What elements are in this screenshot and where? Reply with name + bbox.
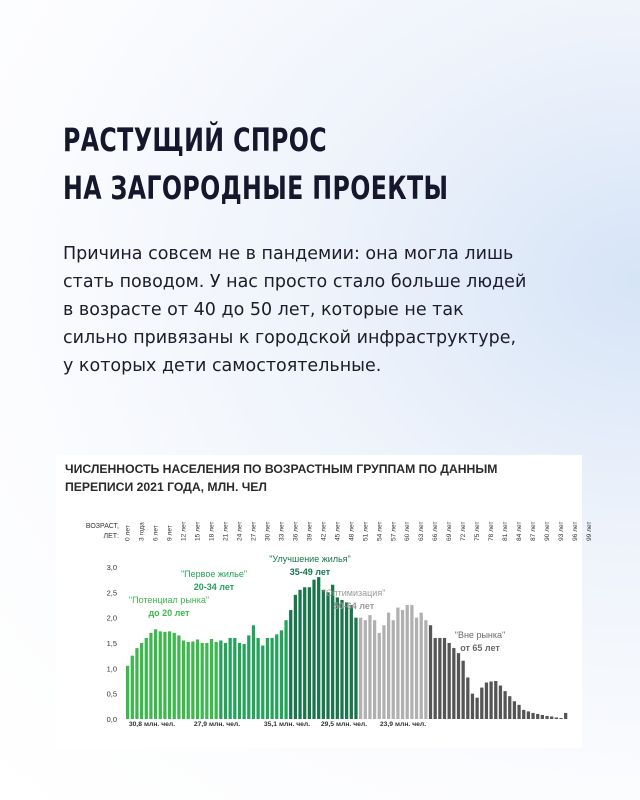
x-tick-label: 3 года	[138, 522, 146, 541]
bar	[261, 646, 264, 719]
bar	[466, 677, 469, 719]
bar	[406, 605, 409, 719]
bar	[462, 661, 465, 719]
x-tick-label: 12 лет	[180, 521, 188, 541]
bar	[196, 639, 199, 719]
bar	[275, 634, 278, 719]
bar	[298, 590, 301, 719]
body-line-2: стать поводом. У нас просто стало больше людей	[63, 272, 527, 292]
y-tick-label: 1,0	[106, 664, 117, 674]
bar	[159, 631, 162, 719]
x-tick-label: 96 лет	[571, 521, 579, 541]
x-tick-label: 81 лет	[502, 521, 510, 541]
y-tick-label: 1,5	[106, 639, 117, 648]
x-tick-label: 30 лет	[264, 521, 272, 541]
bar	[452, 648, 455, 719]
bar	[382, 625, 385, 719]
bar	[233, 638, 236, 719]
x-tick-label: 48 лет	[348, 521, 356, 541]
bar	[140, 643, 143, 719]
bar	[247, 635, 250, 719]
bar	[322, 590, 325, 719]
x-tick-label: 45 лет	[334, 521, 342, 541]
x-tick-label: 33 лет	[278, 521, 286, 541]
bar	[187, 642, 190, 719]
bar	[434, 638, 437, 719]
bar	[499, 686, 502, 719]
bar	[303, 587, 306, 719]
x-tick-label: 72 лет	[460, 521, 468, 541]
group-label: "Первое жилье"	[180, 569, 248, 579]
x-tick-label: 21 лет	[222, 521, 230, 541]
body-line-3: в возрасте от 40 до 50 лет, которые не так	[63, 300, 464, 320]
bar	[457, 653, 460, 719]
bar	[392, 620, 395, 719]
group-total: 29,5 млн. чел.	[320, 721, 368, 728]
bar	[564, 713, 567, 719]
bar	[368, 615, 371, 719]
bar	[350, 605, 353, 719]
bar	[256, 638, 259, 719]
bar	[550, 716, 553, 719]
x-tick-label: 84 лет	[516, 521, 524, 541]
bar	[205, 643, 208, 719]
group-label: до 20 лет	[148, 608, 190, 618]
bar	[131, 656, 134, 719]
group-label: "Оптимизация"	[322, 588, 386, 598]
group-label: "Улучшение жилья"	[269, 554, 351, 564]
bar	[396, 608, 399, 719]
bar	[126, 666, 129, 719]
page-title	[63, 116, 448, 212]
bar	[252, 625, 255, 719]
group-label: 35-49 лет	[289, 567, 331, 577]
x-tick-label: 54 лет	[376, 521, 384, 541]
x-tick-label: 90 лет	[544, 521, 552, 541]
bar	[471, 694, 474, 719]
x-tick-label: 18 лет	[208, 521, 216, 541]
bar	[191, 641, 194, 719]
bar	[173, 633, 176, 719]
bar	[541, 715, 544, 719]
bar	[336, 597, 339, 719]
group-label: "Потенциал рынка"	[128, 595, 210, 605]
bar	[145, 638, 148, 719]
bar	[448, 643, 451, 719]
bar	[229, 638, 232, 719]
bar	[215, 642, 218, 719]
x-tick-label: 42 лет	[320, 521, 328, 541]
bar	[280, 630, 283, 719]
bar	[424, 620, 427, 719]
bar	[163, 632, 166, 719]
y-tick-label: 0,5	[106, 689, 117, 699]
chart-title-line-2: ПЕРЕПИСИ 2021 ГОДА, МЛН. ЧЕЛ	[65, 480, 267, 494]
bar	[284, 620, 287, 719]
x-tick-label: 93 лет	[558, 521, 566, 541]
x-tick-label: 51 лет	[362, 521, 370, 541]
x-tick-label: 9 лет	[166, 525, 174, 541]
title-line-1: РАСТУЩИЙ СПРОС	[63, 121, 327, 159]
bar	[266, 638, 269, 719]
x-tick-label: 87 лет	[530, 521, 538, 541]
x-tick-label: 78 лет	[488, 521, 496, 541]
group-label: 50-64 лет	[333, 601, 375, 611]
x-tick-label: 99 лет	[585, 521, 593, 541]
bar	[224, 643, 227, 719]
x-tick-label: 39 лет	[306, 521, 314, 541]
title-line-2: НА ЗАГОРОДНЫЕ ПРОЕКТЫ	[63, 169, 449, 207]
bar	[340, 600, 343, 719]
bar	[527, 711, 530, 719]
bar	[243, 644, 246, 719]
x-tick-label: 57 лет	[390, 521, 398, 541]
x-axis-label-line-2: ЛЕТ:	[103, 533, 119, 540]
x-tick-label: 36 лет	[292, 521, 300, 541]
bar	[401, 610, 404, 719]
group-total: 30,8 млн. чел.	[128, 721, 176, 728]
bar	[289, 610, 292, 719]
bar	[443, 638, 446, 719]
body-line-1: Причина совсем не в пандемии: она могла лишь	[63, 244, 514, 264]
bar	[555, 717, 558, 719]
x-tick-label: 0 лет	[124, 525, 132, 541]
y-tick-label: 3,0	[106, 563, 117, 572]
x-axis-label-line-1: ВОЗРАСТ,	[85, 523, 119, 530]
bar	[410, 605, 413, 719]
group-total: 23,9 млн. чел.	[379, 721, 427, 728]
x-tick-label: 63 лет	[418, 521, 426, 541]
bar	[201, 643, 204, 719]
y-axis-ticks	[107, 563, 117, 724]
bar	[326, 592, 329, 719]
bar	[508, 696, 511, 719]
bar	[494, 681, 497, 719]
x-tick-label: 15 лет	[194, 521, 202, 541]
bar	[219, 640, 222, 719]
bar	[429, 625, 432, 719]
x-tick-label: 24 лет	[236, 521, 244, 541]
group-total: 27,9 млн. чел.	[193, 721, 241, 728]
x-tick-label: 69 лет	[446, 521, 454, 541]
bar	[373, 620, 376, 719]
body-line-5: у которых дети самостоятельные.	[63, 356, 382, 376]
bar	[135, 648, 138, 719]
chart-title-line-1: ЧИСЛЕННОСТЬ НАСЕЛЕНИЯ ПО ВОЗРАСТНЫМ ГРУППАМ ПО ДАННЫМ	[65, 462, 498, 476]
bar	[522, 710, 525, 719]
bar	[531, 713, 534, 719]
bar	[517, 705, 520, 719]
bar	[149, 633, 152, 719]
bar	[154, 629, 157, 719]
bar	[513, 701, 516, 719]
bar	[480, 688, 483, 719]
bar	[387, 613, 390, 719]
bar	[359, 618, 362, 719]
y-tick-label: 2,0	[106, 613, 117, 623]
intro-paragraph	[63, 240, 583, 380]
y-tick-label: 0,0	[106, 715, 117, 724]
bar	[294, 595, 297, 719]
x-tick-label: 27 лет	[250, 521, 258, 541]
bar	[168, 631, 171, 719]
bar	[345, 602, 348, 719]
bar	[489, 682, 492, 719]
group-total: 35,1 млн. чел.	[263, 721, 311, 728]
group-totals	[129, 721, 426, 728]
bar	[485, 683, 488, 719]
bar	[312, 580, 315, 719]
bar	[177, 635, 180, 719]
bar	[210, 639, 213, 719]
group-label: 20-34 лет	[193, 582, 235, 592]
chart-svg	[56, 455, 593, 748]
bar	[503, 691, 506, 719]
bar	[364, 620, 367, 719]
group-label: "Вне рынка"	[454, 630, 506, 640]
bar	[559, 718, 562, 719]
bar	[438, 638, 441, 719]
bar	[182, 640, 185, 719]
population-chart	[56, 455, 593, 748]
bar	[238, 643, 241, 719]
x-tick-label: 6 лет	[152, 525, 160, 541]
x-tick-label: 75 лет	[474, 521, 482, 541]
bar	[354, 618, 357, 719]
y-tick-label: 2,5	[106, 588, 117, 598]
bar	[420, 613, 423, 719]
bar	[378, 633, 381, 719]
x-tick-label: 60 лет	[404, 521, 412, 541]
body-line-4: сильно привязаны к городской инфраструктуре,	[63, 328, 517, 348]
bar	[545, 716, 548, 719]
bar	[476, 698, 479, 719]
group-label: от 65 лет	[460, 643, 500, 653]
bar	[270, 638, 273, 719]
bar	[415, 618, 418, 719]
x-axis-tick-labels	[125, 522, 593, 541]
bar	[308, 587, 311, 719]
bar	[317, 577, 320, 719]
bar	[536, 714, 539, 719]
x-tick-label: 66 лет	[432, 521, 440, 541]
